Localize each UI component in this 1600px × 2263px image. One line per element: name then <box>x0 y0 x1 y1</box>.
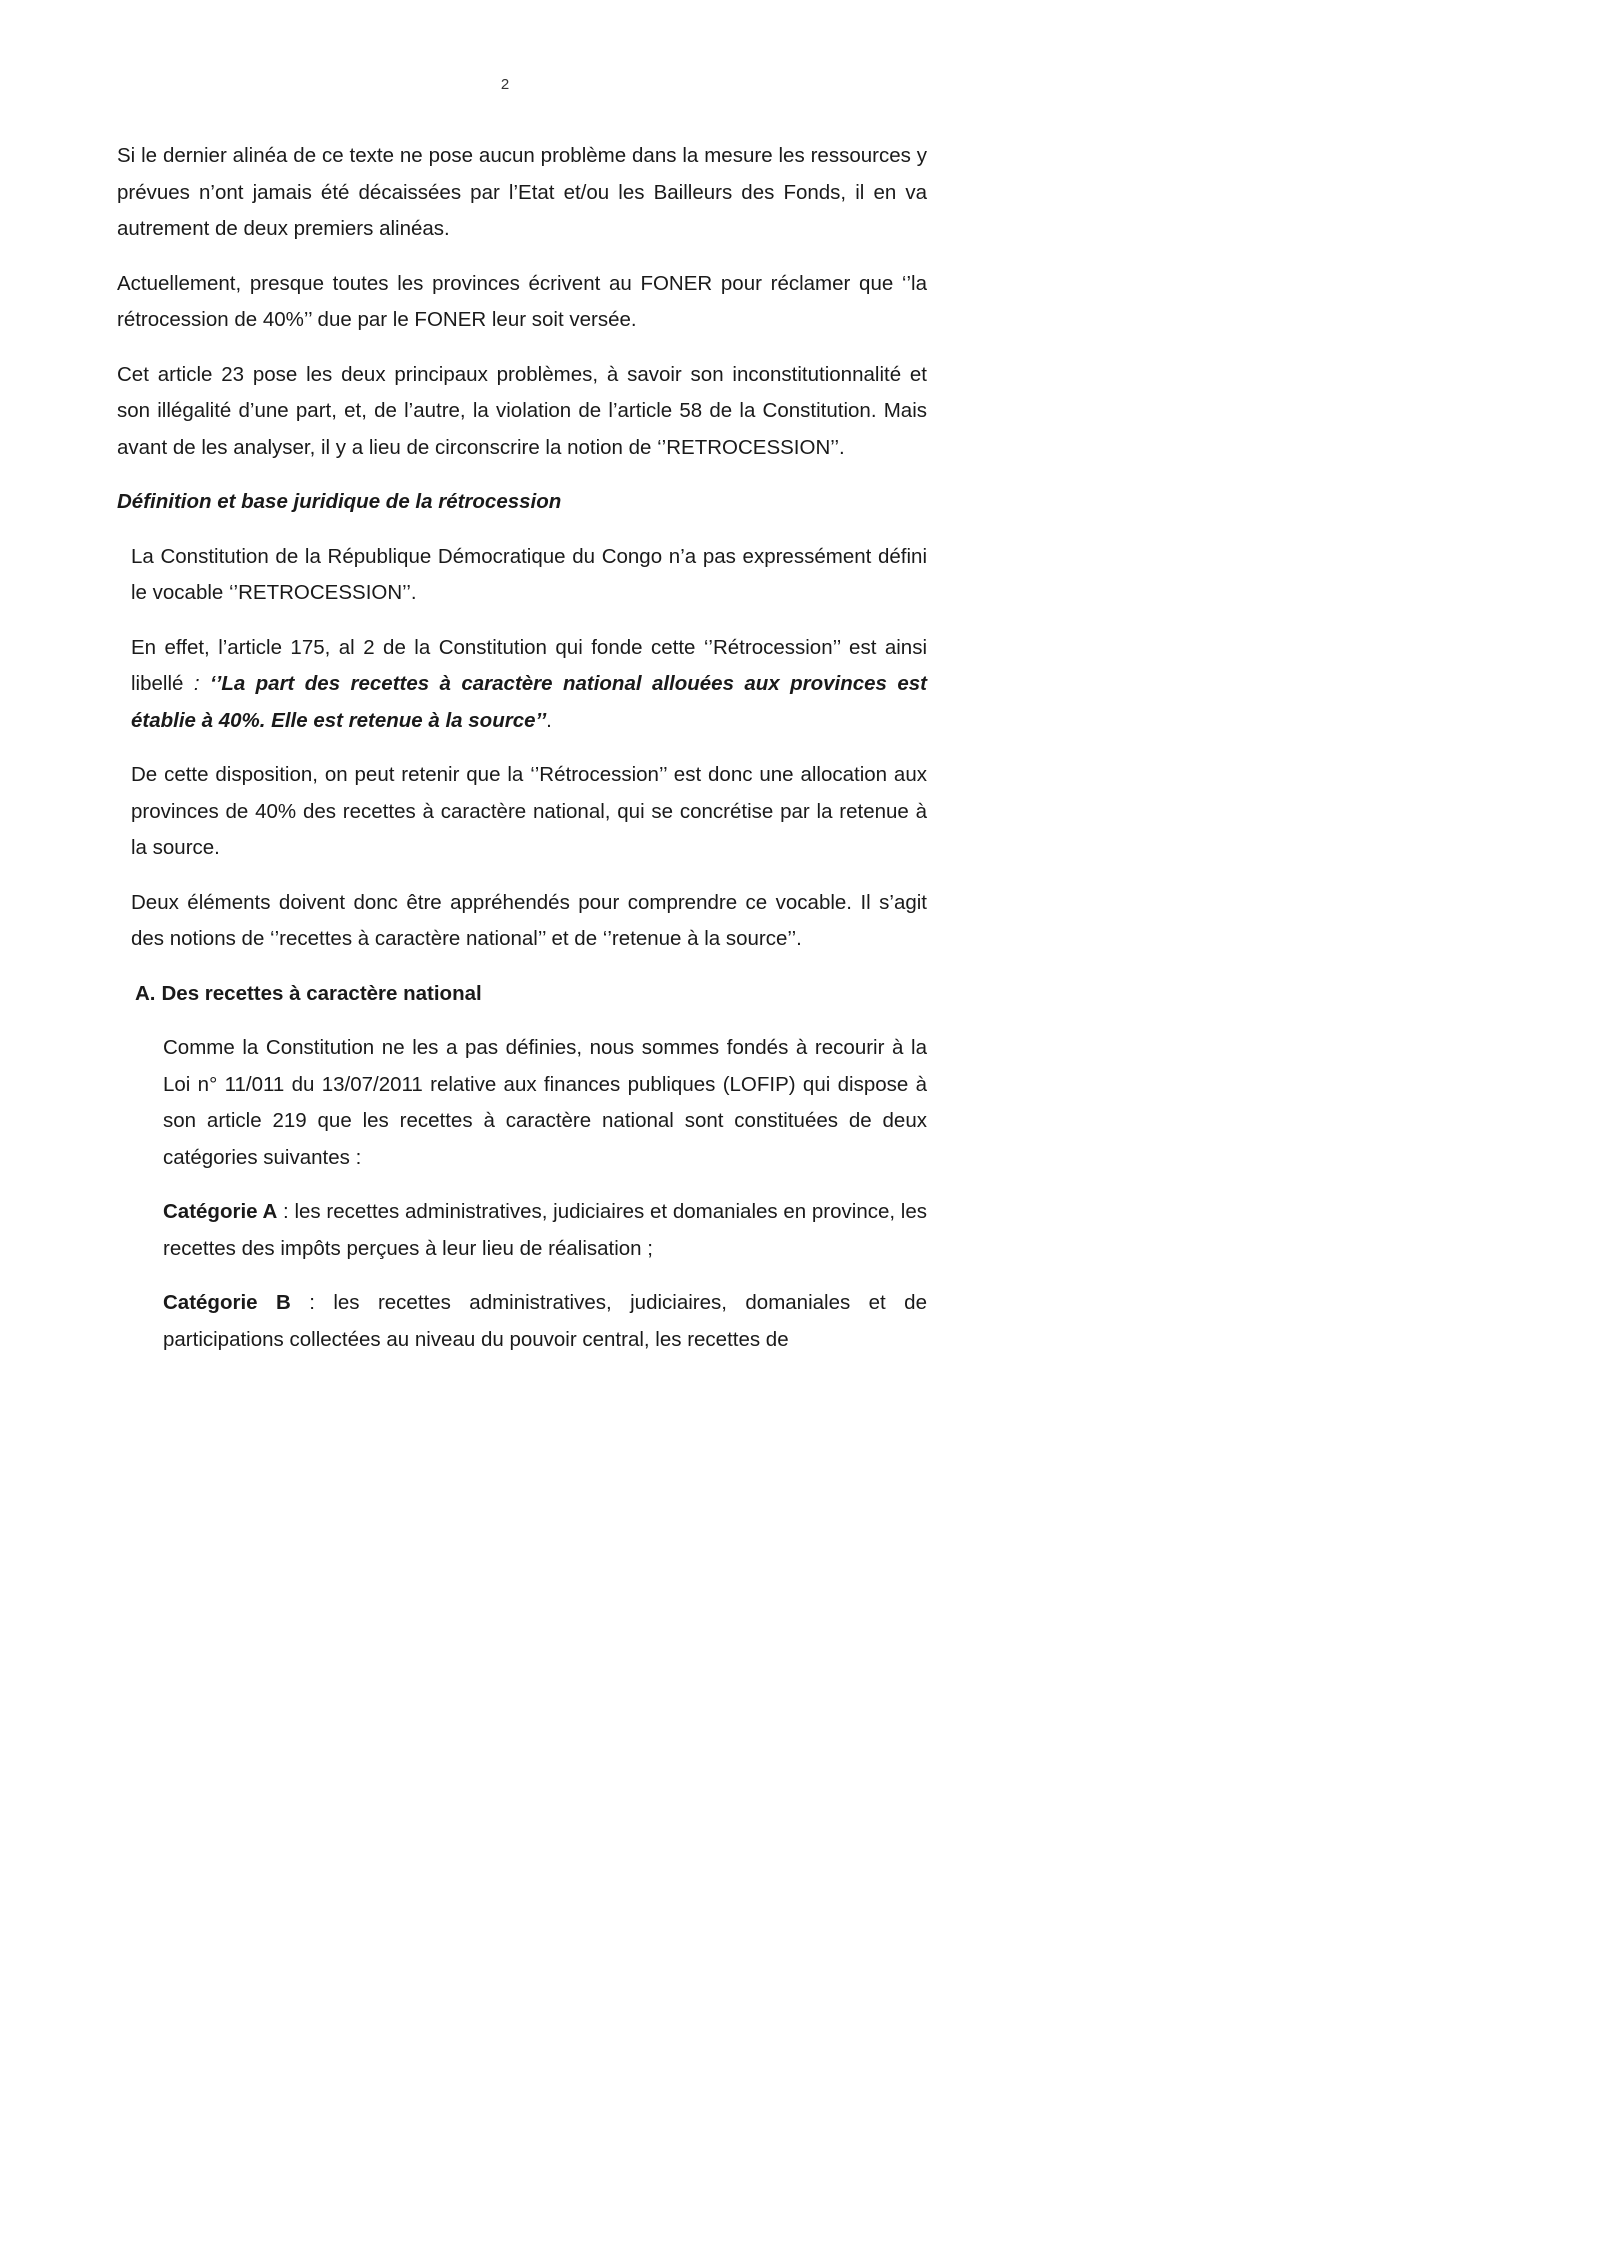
constitution-quote: ‘’La part des recettes à caractère national allouées aux provinces est établie à 40%. Elle est retenue à la source’’ <box>131 672 927 732</box>
paragraph-5 <box>131 630 927 740</box>
paragraph-1: Si le dernier alinéa de ce texte ne pose aucun problème dans la mesure les ressources y prévues n’ont jamais été décaissées par l’Etat et/ou les Bailleurs des Fonds, il en va autrement de deux premiers alinéas. <box>117 144 927 240</box>
paragraph-8: Comme la Constitution ne les a pas définies, nous sommes fondés à recourir à la Loi n° 11/011 du 13/07/2011 relative aux finances publiques (LOFIP) qui dispose à son article 219 que les recettes à caractère national sont constituées de deux catégories suivantes : <box>163 1036 927 1169</box>
category-a <box>163 1194 927 1267</box>
page-number: 2 <box>500 76 510 93</box>
section-retrocession <box>131 539 927 958</box>
section-heading: Définition et base juridique de la rétrocession <box>117 490 562 513</box>
category-b-text: : les recettes administratives, judiciaires, domaniales et de participations collectées au niveau du pouvoir central, les recettes de <box>163 1291 927 1351</box>
subsection-heading <box>135 976 927 1013</box>
subsection-letter: A. <box>135 981 156 1005</box>
subsection-title: Des recettes à caractère national <box>161 981 482 1005</box>
category-b-label: Catégorie B <box>163 1291 291 1314</box>
paragraph-5-end: . <box>546 708 552 732</box>
paragraph-7: Deux éléments doivent donc être appréhendés pour comprendre ce vocable. Il s’agit des notions de ‘’recettes à caractère national’’ et de ‘’retenue à la source’’. <box>131 890 927 950</box>
paragraph-2: Actuellement, presque toutes les provinces écrivent au FONER pour réclamer que ‘’la rétrocession de 40%’’ due par le FONER leur soit versée. <box>117 271 927 331</box>
subsection-body <box>163 1030 927 1358</box>
document-body <box>117 138 927 1358</box>
category-a-text: : les recettes administratives, judiciaires et domaniales en province, les recettes des impôts perçues à leur lieu de réalisation ; <box>163 1200 928 1260</box>
paragraph-4: La Constitution de la République Démocratique du Congo n’a pas expressément défini le vocable ‘’RETROCESSION’’. <box>131 544 927 604</box>
paragraph-3: Cet article 23 pose les deux principaux problèmes, à savoir son inconstitutionnalité et son illégalité d’une part, et, de l’autre, la violation de l’article 58 de la Constitution. Mais avant de les analyser, il y a lieu de circonscrire la notion de ‘’RETROCESSION’’. <box>117 362 927 459</box>
paragraph-5-colon: : <box>183 672 210 695</box>
paragraph-5-intro: En effet, l’article 175, al 2 de la Constitution qui fonde cette ‘’Rétrocession’’ est ainsi libellé <box>131 635 927 695</box>
paragraph-6: De cette disposition, on peut retenir que la ‘’Rétrocession’’ est donc une allocation aux provinces de 40% des recettes à caractère national, qui se concrétise par la retenue à la source. <box>131 763 927 859</box>
category-a-label: Catégorie A <box>163 1200 278 1223</box>
category-b <box>163 1285 927 1358</box>
